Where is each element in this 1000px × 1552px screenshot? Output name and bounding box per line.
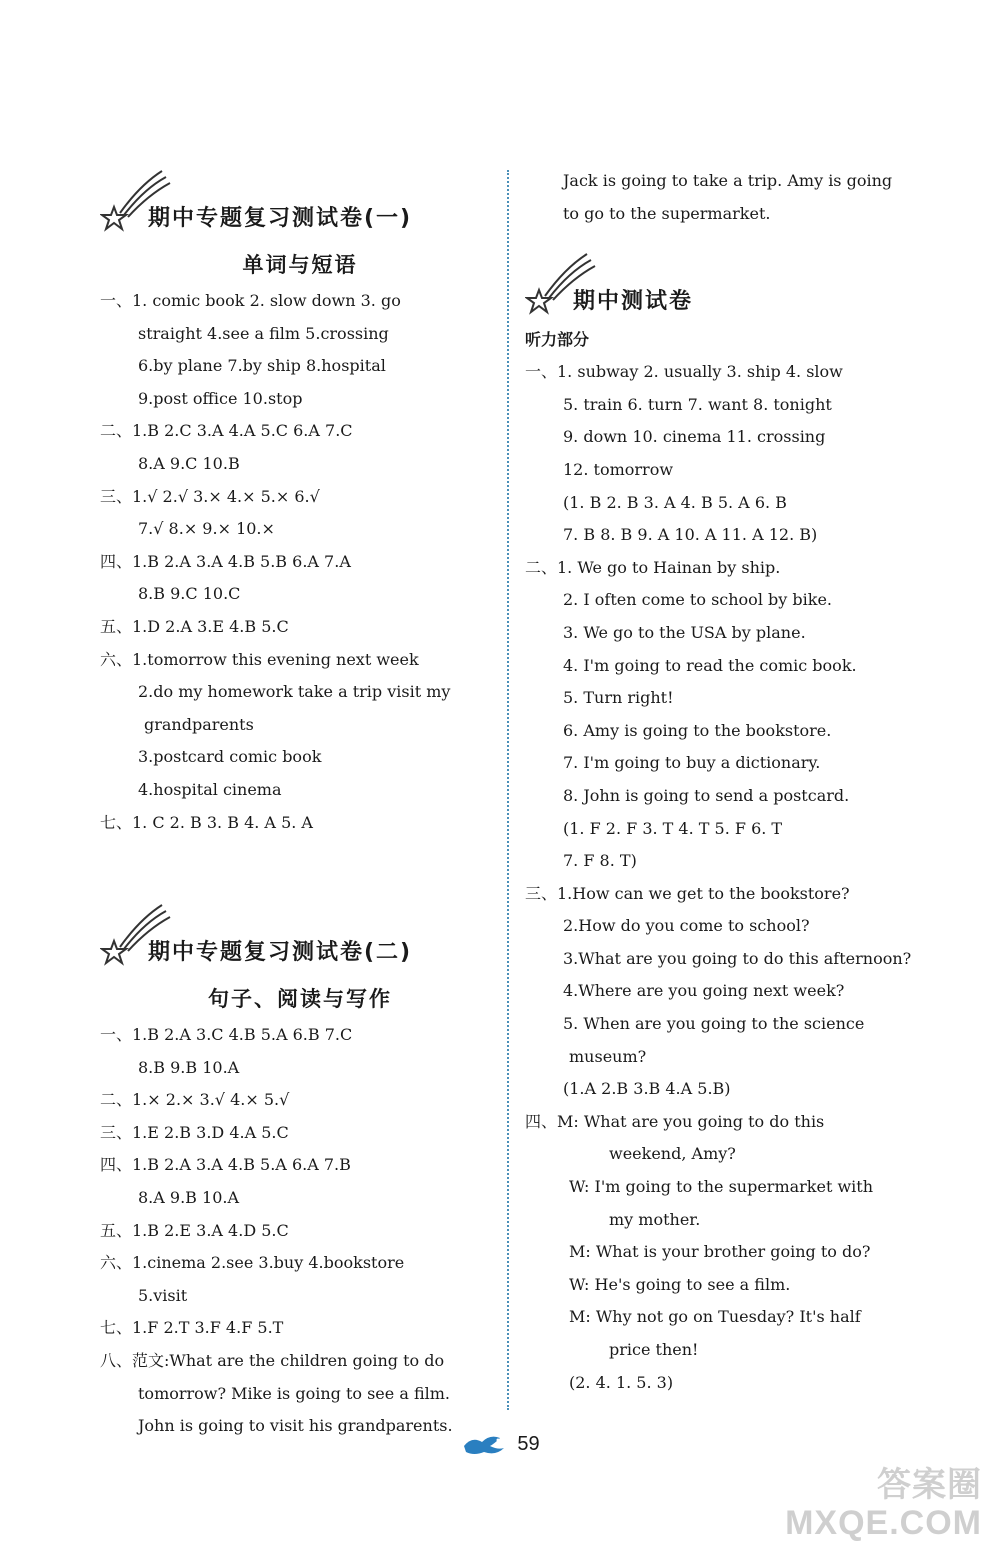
answer-line: 2. I often come to school by bike. (563, 590, 832, 610)
answer-line: 一、1. subway 2. usually 3. ship 4. slow (525, 362, 843, 382)
section-header-midterm-review-1 (100, 165, 500, 235)
answer-line: 七、1. C 2. B 3. B 4. A 5. A (100, 812, 313, 832)
answer-line: 六、1.tomorrow this evening next week (100, 649, 419, 669)
right-column (525, 165, 945, 1399)
answer-line: M: What is your brother going to do? (569, 1242, 871, 1262)
answer-line: 三、1.E 2.B 3.D 4.A 5.C (100, 1122, 289, 1142)
bird-ornament-icon (460, 1430, 508, 1458)
answer-line: grandparents (144, 714, 254, 734)
answer-line: 3. We go to the USA by plane. (563, 622, 806, 642)
answer-line: 2.do my homework take a trip visit my (138, 682, 451, 702)
answer-line: 一、1.B 2.A 3.C 4.B 5.A 6.B 7.C (100, 1025, 353, 1045)
answer-line: 三、1.How can we get to the bookstore? (525, 883, 850, 903)
answer-line: 8.B 9.C 10.C (138, 584, 241, 604)
watermark-logo (785, 1466, 982, 1542)
answer-line: 5. Turn right! (563, 688, 674, 708)
answer-line: 二、1.B 2.C 3.A 4.A 5.C 6.A 7.C (100, 421, 353, 441)
answer-line: 4.hospital cinema (138, 779, 282, 799)
watermark-line: 答案圈 (877, 1466, 982, 1504)
answer-line: (1. F 2. F 3. T 4. T 5. F 6. T (563, 818, 783, 838)
section-title: 期中专题复习测试卷(二) (148, 940, 413, 966)
answer-line: tomorrow? Mike is going to see a film. (138, 1383, 450, 1403)
answer-line: 二、1.× 2.× 3.√ 4.× 5.√ (100, 1090, 290, 1110)
answer-line: (1. B 2. B 3. A 4. B 5. A 6. B (563, 492, 787, 512)
answer-line: 四、M: What are you going to do this (525, 1111, 825, 1131)
answer-line: 八、范文:What are the children going to do (100, 1351, 445, 1371)
section-subtitle: 单词与短语 (242, 253, 358, 277)
answer-line: 4.Where are you going next week? (563, 981, 845, 1001)
answer-line: 二、1. We go to Hainan by ship. (525, 557, 781, 577)
section-title: 期中测试卷 (573, 289, 694, 315)
answer-line: W: I'm going to the supermarket with (569, 1177, 874, 1197)
answer-line: 5. train 6. turn 7. want 8. tonight (563, 394, 832, 414)
answer-line: W: He's going to see a film. (569, 1274, 791, 1294)
answer-line: 5.visit (138, 1285, 188, 1305)
answer-line: 五、1.D 2.A 3.E 4.B 5.C (100, 616, 289, 636)
answer-line: M: Why not go on Tuesday? It's half (569, 1307, 861, 1327)
answer-line: 六、1.cinema 2.see 3.buy 4.bookstore (100, 1253, 405, 1273)
answer-line: weekend, Amy? (609, 1144, 736, 1164)
answer-line: my mother. (609, 1209, 701, 1229)
answer-line: price then! (609, 1340, 699, 1359)
answer-line: 12. tomorrow (563, 459, 674, 479)
answer-line: 2.How do you come to school? (563, 916, 810, 936)
answer-line: 5. When are you going to the science (563, 1014, 865, 1034)
answer-line: museum? (569, 1046, 647, 1066)
section-title: 期中专题复习测试卷(一) (148, 206, 413, 231)
section-header-midterm-review-2 (100, 899, 500, 969)
left-column (100, 165, 500, 1443)
answer-line: 七、1.F 2.T 3.F 4.F 5.T (100, 1318, 284, 1338)
answer-line: 三、1.√ 2.√ 3.× 4.× 5.× 6.√ (100, 486, 320, 506)
answer-line: 五、1.B 2.E 3.A 4.D 5.C (100, 1220, 289, 1240)
answer-line: 9. down 10. cinema 11. crossing (563, 427, 826, 447)
answer-line: 一、1. comic book 2. slow down 3. go (100, 291, 401, 310)
answer-line: 7.√ 8.× 9.× 10.× (138, 519, 275, 539)
answer-line: 6.by plane 7.by ship 8.hospital (138, 356, 386, 376)
answer-line: 7. B 8. B 9. A 10. A 11. A 12. B) (563, 525, 818, 545)
page-footer (0, 1430, 1000, 1464)
answer-line: 7. F 8. T) (563, 851, 637, 871)
answer-line: 四、1.B 2.A 3.A 4.B 5.B 6.A 7.A (100, 551, 351, 571)
answer-line: 4. I'm going to read the comic book. (563, 655, 857, 675)
answer-line: 8.A 9.B 10.A (138, 1188, 240, 1208)
answer-line: 6. Amy is going to the bookstore. (563, 720, 832, 740)
answer-line: 3.postcard comic book (138, 747, 322, 767)
section-subtitle: 句子、阅读与写作 (208, 987, 392, 1012)
watermark-line: MXQE.COM (785, 1504, 982, 1542)
page-number: 59 (517, 1432, 540, 1455)
essay-continuation-line: to go to the supermarket. (563, 203, 771, 223)
answer-line: (2. 4. 1. 5. 3) (569, 1372, 674, 1392)
answer-line: (1.A 2.B 3.B 4.A 5.B) (563, 1079, 731, 1099)
essay-continuation-line: Jack is going to take a trip. Amy is going (563, 171, 893, 190)
answer-line: John is going to visit his grandparents. (138, 1416, 453, 1436)
section-header-midterm-test (525, 248, 945, 318)
column-divider (507, 170, 509, 1410)
answer-line: straight 4.see a film 5.crossing (138, 323, 389, 343)
answer-line: 8. John is going to send a postcard. (563, 785, 850, 805)
answer-line: 3.What are you going to do this afternoon? (563, 948, 912, 968)
answer-line: 8.A 9.C 10.B (138, 453, 240, 473)
answer-line: 8.B 9.B 10.A (138, 1057, 240, 1077)
part-label-listening: 听力部分 (525, 330, 590, 350)
answer-line: 7. I'm going to buy a dictionary. (563, 753, 821, 773)
answer-line: 四、1.B 2.A 3.A 4.B 5.A 6.A 7.B (100, 1155, 351, 1175)
answer-line: 9.post office 10.stop (138, 388, 303, 408)
